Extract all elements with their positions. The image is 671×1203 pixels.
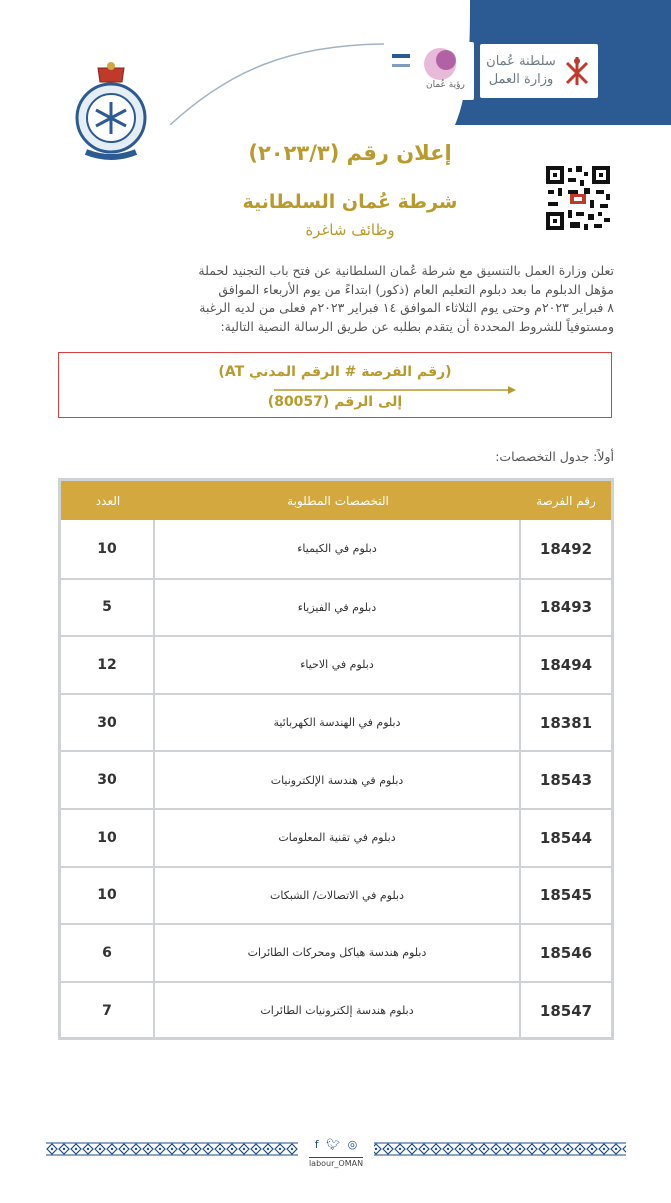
specialization-cell: دبلوم في هندسة الإلكترونيات [155,752,521,808]
intro-paragraph [58,262,614,336]
table-row [61,693,611,751]
opportunity-number-cell: 18547 [539,1001,593,1020]
opportunity-number-cell: 18494 [539,655,593,674]
oman-khanjar-emblem-icon [562,53,592,89]
social-media-box [298,1136,374,1166]
header-opportunity-number: رقم الفرصة [536,493,596,508]
count-cell: 6 [61,925,155,981]
intro-line: تعلن وزارة العمل بالتنسيق مع شرطة عُمان السلطانية عن فتح باب التجنيد لحملة [198,263,614,278]
table-row [61,635,611,693]
table-header [61,481,611,520]
opportunity-number-cell: 18546 [539,943,593,962]
count-cell: 10 [61,810,155,866]
opportunity-number-cell: 18381 [539,713,593,732]
table-row [61,578,611,636]
organization-name: شرطة عُمان السلطانية [242,191,458,213]
specialization-cell: دبلوم هندسة هياكل ومحركات الطائرات [155,925,521,981]
ministry-line2: وزارة العمل [488,72,554,87]
specialization-cell: دبلوم في الفيزياء [155,580,521,636]
specializations-table [58,478,614,1040]
instagram-icon[interactable]: ◎ [347,1138,358,1151]
opportunity-number-cell: 18493 [539,598,593,617]
sms-instructions-box [58,352,612,418]
specialization-cell: دبلوم هندسة إلكترونيات الطائرات [155,983,521,1039]
table-row [61,808,611,866]
social-icons [298,1138,374,1151]
specialization-cell: دبلوم في الكيمياء [155,520,521,578]
sms-format: (رقم الفرصة # الرقم المدني AT) [218,364,452,380]
intro-line: ومستوفياً للشروط المحددة أن يتقدم بطلبه عن طريق الرسالة النصية التالية: [220,318,614,334]
table-row [61,520,611,578]
opportunity-number-cell: 18492 [539,539,593,558]
arrow-right-icon [274,386,516,394]
specialization-cell: دبلوم في الاحياء [155,637,521,693]
count-cell: 10 [61,520,155,578]
ministry-name [486,53,556,89]
facebook-icon[interactable]: f [314,1138,319,1151]
intro-line: مؤهل الدبلوم ما بعد دبلوم التعليم العام (ذكور) ابتداءً من يوم الأربعاء الموافق [218,281,614,297]
ministry-of-labour-logo [480,44,598,98]
count-cell: 5 [61,580,155,636]
specialization-cell: دبلوم في الاتصالات/ الشبكات [155,868,521,924]
qr-code[interactable] [544,164,612,232]
specialization-cell: دبلوم في تقنية المعلومات [155,810,521,866]
table-row [61,866,611,924]
royal-oman-police-emblem [66,58,156,168]
count-cell: 7 [61,983,155,1039]
count-cell: 30 [61,695,155,751]
opportunity-number-cell: 18544 [539,828,593,847]
table-body [61,520,611,1038]
oman-vision-logo [384,42,474,100]
count-cell: 30 [61,752,155,808]
organization-subtitle: وظائف شاغرة [305,221,395,239]
vision-label: رؤية عُمان [426,80,465,90]
opportunity-number-cell: 18545 [539,886,593,905]
table-row [61,750,611,808]
header-count: العدد [95,493,121,508]
social-handle[interactable]: labour_OMAN [308,1159,364,1168]
ministry-line1: سلطنة عُمان [486,54,556,69]
sms-number: إلى الرقم (80057) [267,394,403,410]
header-specialization: التخصصات المطلوبة [287,493,389,508]
specialization-cell: دبلوم في الهندسة الكهربائية [155,695,521,751]
vision-dots-graphic [384,42,474,100]
table-row [61,923,611,981]
opportunity-number-cell: 18543 [539,771,593,790]
twitter-icon[interactable]: 🐦︎ [326,1138,341,1151]
announcement-title: إعلان رقم (٢٠٢٣/٣) [248,141,452,165]
intro-line: ٨ فبراير ٢٠٢٣م وحتى يوم الثلاثاء الموافق ١٤ فبراير ٢٠٢٣م فعلى من لديه الرغبة [199,300,614,315]
section-title: أولاً: جدول التخصصات: [495,449,614,464]
count-cell: 10 [61,868,155,924]
table-row [61,981,611,1039]
count-cell: 12 [61,637,155,693]
